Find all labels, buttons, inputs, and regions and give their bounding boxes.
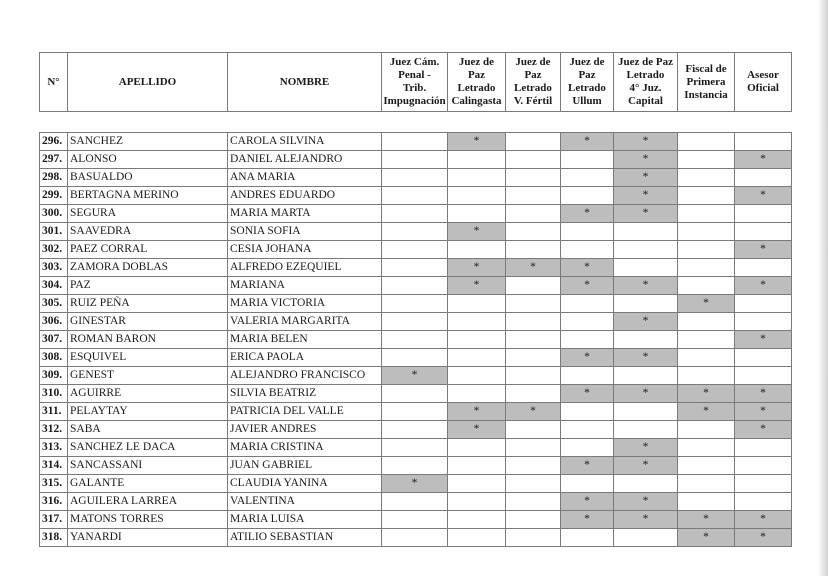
mark-cell-empty xyxy=(506,475,561,493)
mark-cell-empty xyxy=(561,187,614,205)
mark-cell-empty xyxy=(506,367,561,385)
mark-cell-empty xyxy=(448,151,506,169)
row-number: 304. xyxy=(40,277,68,295)
row-nombre: CESIA JOHANA xyxy=(228,241,382,259)
row-nombre: JAVIER ANDRES xyxy=(228,421,382,439)
mark-cell-empty xyxy=(382,313,448,331)
mark-cell-selected: * xyxy=(735,529,792,547)
mark-cell-empty xyxy=(678,421,735,439)
mark-cell-empty xyxy=(506,529,561,547)
header-line: Impugnación xyxy=(383,95,446,107)
mark-cell-empty xyxy=(735,169,792,187)
mark-cell-empty xyxy=(506,439,561,457)
mark-cell-selected: * xyxy=(735,511,792,529)
mark-cell-empty xyxy=(678,277,735,295)
mark-cell-selected: * xyxy=(678,385,735,403)
mark-cell-selected: * xyxy=(678,295,735,313)
mark-cell-empty xyxy=(735,457,792,475)
row-nombre: VALENTINA xyxy=(228,493,382,511)
mark-cell-empty xyxy=(678,133,735,151)
mark-cell-empty xyxy=(382,241,448,259)
mark-cell-selected: * xyxy=(561,511,614,529)
row-apellido: ZAMORA DOBLAS xyxy=(68,259,228,277)
mark-cell-selected: * xyxy=(614,277,678,295)
mark-cell-empty xyxy=(448,295,506,313)
table-row xyxy=(40,223,792,241)
mark-cell-empty xyxy=(735,313,792,331)
mark-cell-empty xyxy=(678,241,735,259)
row-number: 314. xyxy=(40,457,68,475)
table-row xyxy=(40,295,792,313)
mark-cell-selected: * xyxy=(735,403,792,421)
mark-cell-empty xyxy=(448,241,506,259)
row-nombre: ALFREDO EZEQUIEL xyxy=(228,259,382,277)
mark-cell-empty xyxy=(614,403,678,421)
row-nombre: VALERIA MARGARITA xyxy=(228,313,382,331)
mark-cell-selected: * xyxy=(614,169,678,187)
mark-cell-empty xyxy=(382,277,448,295)
mark-cell-empty xyxy=(678,187,735,205)
row-nombre: MARIANA xyxy=(228,277,382,295)
mark-cell-empty xyxy=(561,529,614,547)
mark-cell-selected: * xyxy=(561,385,614,403)
mark-cell-empty xyxy=(678,475,735,493)
header-juez-paz-capital xyxy=(614,53,678,112)
table-row xyxy=(40,331,792,349)
header-line: Capital xyxy=(628,95,663,107)
mark-cell-empty xyxy=(678,439,735,457)
header-juez-paz-valle-fertil xyxy=(506,53,561,112)
mark-cell-empty xyxy=(506,493,561,511)
mark-cell-empty xyxy=(382,439,448,457)
header-asesor-oficial xyxy=(735,53,792,112)
mark-cell-empty xyxy=(614,241,678,259)
mark-cell-selected: * xyxy=(614,385,678,403)
mark-cell-selected: * xyxy=(448,277,506,295)
mark-cell-selected: * xyxy=(448,223,506,241)
mark-cell-empty xyxy=(735,475,792,493)
row-number: 306. xyxy=(40,313,68,331)
row-apellido: GALANTE xyxy=(68,475,228,493)
row-number: 298. xyxy=(40,169,68,187)
row-number: 308. xyxy=(40,349,68,367)
mark-cell-empty xyxy=(614,295,678,313)
mark-cell-empty xyxy=(448,205,506,223)
header-line: 4° Juz. xyxy=(629,82,662,94)
table-row xyxy=(40,349,792,367)
mark-cell-empty xyxy=(506,457,561,475)
mark-cell-empty xyxy=(382,349,448,367)
header-apellido: APELLIDO xyxy=(68,53,228,112)
mark-cell-empty xyxy=(506,313,561,331)
row-number: 309. xyxy=(40,367,68,385)
mark-cell-empty xyxy=(448,529,506,547)
mark-cell-empty xyxy=(561,403,614,421)
mark-cell-empty xyxy=(506,331,561,349)
row-apellido: GINESTAR xyxy=(68,313,228,331)
mark-cell-empty xyxy=(735,439,792,457)
mark-cell-empty xyxy=(561,295,614,313)
mark-cell-empty xyxy=(382,421,448,439)
table-row xyxy=(40,367,792,385)
mark-cell-empty xyxy=(735,133,792,151)
mark-cell-selected: * xyxy=(382,367,448,385)
mark-cell-empty xyxy=(382,529,448,547)
mark-cell-selected: * xyxy=(561,493,614,511)
mark-cell-empty xyxy=(506,151,561,169)
mark-cell-empty xyxy=(506,205,561,223)
mark-cell-selected: * xyxy=(735,277,792,295)
mark-cell-selected: * xyxy=(614,439,678,457)
table-row xyxy=(40,475,792,493)
row-number: 305. xyxy=(40,295,68,313)
row-apellido: RUIZ PEÑA xyxy=(68,295,228,313)
mark-cell-empty xyxy=(506,349,561,367)
mark-cell-empty xyxy=(506,511,561,529)
mark-cell-selected: * xyxy=(678,511,735,529)
mark-cell-empty xyxy=(448,493,506,511)
row-number: 303. xyxy=(40,259,68,277)
row-apellido: YANARDI xyxy=(68,529,228,547)
mark-cell-empty xyxy=(506,277,561,295)
mark-cell-selected: * xyxy=(614,511,678,529)
table-row xyxy=(40,241,792,259)
header-line: Trib. xyxy=(402,82,427,94)
row-apellido: SANCHEZ LE DACA xyxy=(68,439,228,457)
mark-cell-selected: * xyxy=(614,133,678,151)
header-line: Instancia xyxy=(684,88,728,101)
table-row xyxy=(40,457,792,475)
table-row xyxy=(40,439,792,457)
mark-cell-empty xyxy=(561,151,614,169)
row-apellido: ESQUIVEL xyxy=(68,349,228,367)
row-number: 296. xyxy=(40,133,68,151)
table-row xyxy=(40,421,792,439)
mark-cell-empty xyxy=(448,439,506,457)
row-apellido: SEGURA xyxy=(68,205,228,223)
row-apellido: ROMAN BARON xyxy=(68,331,228,349)
row-number: 310. xyxy=(40,385,68,403)
mark-cell-selected: * xyxy=(614,205,678,223)
mark-cell-empty xyxy=(614,367,678,385)
header-table xyxy=(39,52,792,112)
mark-cell-empty xyxy=(561,313,614,331)
mark-cell-empty xyxy=(735,367,792,385)
mark-cell-selected: * xyxy=(735,241,792,259)
header-line: Juez de xyxy=(515,56,551,68)
mark-cell-selected: * xyxy=(735,331,792,349)
header-line: Asesor xyxy=(747,69,779,81)
mark-cell-empty xyxy=(382,457,448,475)
header-line: Letrado xyxy=(457,82,496,94)
mark-cell-empty xyxy=(448,475,506,493)
header-line: Fiscal de xyxy=(685,62,727,75)
mark-cell-empty xyxy=(678,367,735,385)
row-nombre: ATILIO SEBASTIAN xyxy=(228,529,382,547)
row-number: 297. xyxy=(40,151,68,169)
mark-cell-empty xyxy=(614,259,678,277)
mark-cell-empty xyxy=(614,223,678,241)
row-apellido: SABA xyxy=(68,421,228,439)
row-nombre: ALEJANDRO FRANCISCO xyxy=(228,367,382,385)
mark-cell-empty xyxy=(382,205,448,223)
table-row xyxy=(40,205,792,223)
row-number: 311. xyxy=(40,403,68,421)
header-line: Paz xyxy=(524,69,542,81)
mark-cell-empty xyxy=(561,331,614,349)
header-juez-camara-penal xyxy=(382,53,448,112)
header-line: V. Fértil xyxy=(513,95,553,107)
row-number: 302. xyxy=(40,241,68,259)
row-nombre: SONIA SOFIA xyxy=(228,223,382,241)
header-juez-paz-calingasta xyxy=(448,53,506,112)
row-apellido: PELAYTAY xyxy=(68,403,228,421)
mark-cell-empty xyxy=(678,205,735,223)
row-apellido: PAZ xyxy=(68,277,228,295)
mark-cell-empty xyxy=(382,331,448,349)
row-apellido: BASUALDO xyxy=(68,169,228,187)
mark-cell-empty xyxy=(448,331,506,349)
row-number: 318. xyxy=(40,529,68,547)
mark-cell-selected: * xyxy=(561,133,614,151)
mark-cell-selected: * xyxy=(448,133,506,151)
header-juez-paz-ullum xyxy=(561,53,614,112)
mark-cell-empty xyxy=(382,511,448,529)
row-nombre: ANA MARIA xyxy=(228,169,382,187)
header-line: Primera xyxy=(686,75,726,88)
mark-cell-empty xyxy=(561,223,614,241)
table-row xyxy=(40,187,792,205)
mark-cell-empty xyxy=(448,385,506,403)
header-num: N° xyxy=(40,53,68,112)
mark-cell-empty xyxy=(506,169,561,187)
mark-cell-empty xyxy=(735,205,792,223)
mark-cell-selected: * xyxy=(561,205,614,223)
mark-cell-selected: * xyxy=(506,403,561,421)
table-row xyxy=(40,403,792,421)
header-line: Juez de xyxy=(458,56,495,68)
mark-cell-empty xyxy=(561,241,614,259)
row-apellido: AGUIRRE xyxy=(68,385,228,403)
mark-cell-empty xyxy=(561,169,614,187)
row-nombre: SILVIA BEATRIZ xyxy=(228,385,382,403)
mark-cell-empty xyxy=(448,349,506,367)
mark-cell-empty xyxy=(506,133,561,151)
row-nombre: MARIA VICTORIA xyxy=(228,295,382,313)
page-edge-shadow xyxy=(818,0,828,576)
row-apellido: BERTAGNA MERINO xyxy=(68,187,228,205)
table-row xyxy=(40,529,792,547)
row-number: 300. xyxy=(40,205,68,223)
header-line: Paz xyxy=(467,69,486,81)
mark-cell-empty xyxy=(678,223,735,241)
row-nombre: DANIEL ALEJANDRO xyxy=(228,151,382,169)
mark-cell-selected: * xyxy=(678,529,735,547)
header-line: Paz xyxy=(578,69,596,81)
row-nombre: PATRICIA DEL VALLE xyxy=(228,403,382,421)
row-number: 313. xyxy=(40,439,68,457)
row-nombre: CLAUDIA YANINA xyxy=(228,475,382,493)
mark-cell-empty xyxy=(614,529,678,547)
header-line: Juez de Paz xyxy=(618,56,673,68)
table-row xyxy=(40,313,792,331)
row-nombre: JUAN GABRIEL xyxy=(228,457,382,475)
mark-cell-empty xyxy=(382,151,448,169)
mark-cell-empty xyxy=(382,169,448,187)
row-number: 299. xyxy=(40,187,68,205)
mark-cell-empty xyxy=(678,151,735,169)
row-nombre: MARIA CRISTINA xyxy=(228,439,382,457)
mark-cell-empty xyxy=(735,349,792,367)
mark-cell-empty xyxy=(382,259,448,277)
header-fiscal-primera-instancia xyxy=(678,53,735,112)
mark-cell-empty xyxy=(448,457,506,475)
header-line: Oficial xyxy=(747,82,779,94)
table-row xyxy=(40,169,792,187)
mark-cell-empty xyxy=(382,385,448,403)
row-number: 316. xyxy=(40,493,68,511)
mark-cell-empty xyxy=(382,187,448,205)
row-nombre: CAROLA SILVINA xyxy=(228,133,382,151)
mark-cell-empty xyxy=(506,187,561,205)
row-apellido: ALONSO xyxy=(68,151,228,169)
mark-cell-empty xyxy=(382,493,448,511)
row-apellido: AGUILERA LARREA xyxy=(68,493,228,511)
mark-cell-empty xyxy=(506,295,561,313)
mark-cell-empty xyxy=(506,241,561,259)
row-apellido: PAEZ CORRAL xyxy=(68,241,228,259)
mark-cell-empty xyxy=(678,457,735,475)
mark-cell-empty xyxy=(678,259,735,277)
table-row xyxy=(40,511,792,529)
header-line: Ullum xyxy=(572,95,602,107)
row-number: 315. xyxy=(40,475,68,493)
table-row xyxy=(40,259,792,277)
mark-cell-selected: * xyxy=(448,259,506,277)
mark-cell-selected: * xyxy=(561,259,614,277)
mark-cell-empty xyxy=(678,349,735,367)
mark-cell-selected: * xyxy=(561,277,614,295)
mark-cell-empty xyxy=(614,331,678,349)
mark-cell-empty xyxy=(448,187,506,205)
mark-cell-empty xyxy=(382,403,448,421)
mark-cell-empty xyxy=(735,259,792,277)
row-number: 317. xyxy=(40,511,68,529)
mark-cell-empty xyxy=(506,385,561,403)
row-nombre: MARIA MARTA xyxy=(228,205,382,223)
header-line: Calingasta xyxy=(451,95,502,107)
mark-cell-selected: * xyxy=(614,493,678,511)
mark-cell-empty xyxy=(678,331,735,349)
mark-cell-selected: * xyxy=(614,313,678,331)
header-line: Letrado xyxy=(626,69,665,81)
mark-cell-selected: * xyxy=(735,151,792,169)
row-nombre: MARIA LUISA xyxy=(228,511,382,529)
row-apellido: SAAVEDRA xyxy=(68,223,228,241)
table-row xyxy=(40,493,792,511)
mark-cell-empty xyxy=(448,313,506,331)
mark-cell-empty xyxy=(561,475,614,493)
table-row xyxy=(40,277,792,295)
mark-cell-selected: * xyxy=(735,421,792,439)
table-row xyxy=(40,133,792,151)
mark-cell-selected: * xyxy=(448,421,506,439)
header-line: Letrado xyxy=(514,82,552,94)
mark-cell-empty xyxy=(448,511,506,529)
mark-cell-selected: * xyxy=(614,349,678,367)
mark-cell-selected: * xyxy=(382,475,448,493)
mark-cell-empty xyxy=(735,493,792,511)
mark-cell-selected: * xyxy=(735,385,792,403)
mark-cell-selected: * xyxy=(735,187,792,205)
row-apellido: SANCHEZ xyxy=(68,133,228,151)
row-apellido: SANCASSANI xyxy=(68,457,228,475)
mark-cell-selected: * xyxy=(561,457,614,475)
candidates-table xyxy=(39,132,792,547)
mark-cell-selected: * xyxy=(678,403,735,421)
header-line: Penal - xyxy=(398,69,431,81)
mark-cell-empty xyxy=(506,223,561,241)
mark-cell-empty xyxy=(735,295,792,313)
mark-cell-empty xyxy=(506,421,561,439)
row-apellido: GENEST xyxy=(68,367,228,385)
mark-cell-selected: * xyxy=(448,403,506,421)
header-line: Juez Cám. xyxy=(389,56,440,68)
mark-cell-selected: * xyxy=(506,259,561,277)
mark-cell-empty xyxy=(614,475,678,493)
mark-cell-empty xyxy=(678,313,735,331)
row-number: 312. xyxy=(40,421,68,439)
mark-cell-empty xyxy=(382,223,448,241)
mark-cell-empty xyxy=(678,169,735,187)
row-nombre: ERICA PAOLA xyxy=(228,349,382,367)
mark-cell-selected: * xyxy=(614,187,678,205)
table-row xyxy=(40,385,792,403)
mark-cell-empty xyxy=(561,367,614,385)
row-nombre: MARIA BELEN xyxy=(228,331,382,349)
mark-cell-empty xyxy=(448,169,506,187)
row-number: 301. xyxy=(40,223,68,241)
mark-cell-selected: * xyxy=(614,457,678,475)
mark-cell-empty xyxy=(382,295,448,313)
header-nombre: NOMBRE xyxy=(228,53,382,112)
mark-cell-empty xyxy=(448,367,506,385)
mark-cell-selected: * xyxy=(561,349,614,367)
mark-cell-empty xyxy=(561,421,614,439)
mark-cell-empty xyxy=(678,493,735,511)
table-row xyxy=(40,151,792,169)
mark-cell-empty xyxy=(561,439,614,457)
row-nombre: ANDRES EDUARDO xyxy=(228,187,382,205)
mark-cell-empty xyxy=(614,421,678,439)
row-number: 307. xyxy=(40,331,68,349)
row-apellido: MATONS TORRES xyxy=(68,511,228,529)
mark-cell-selected: * xyxy=(614,151,678,169)
mark-cell-empty xyxy=(382,133,448,151)
mark-cell-empty xyxy=(735,223,792,241)
header-line: Juez de xyxy=(569,56,605,68)
header-line: Letrado xyxy=(568,82,606,94)
